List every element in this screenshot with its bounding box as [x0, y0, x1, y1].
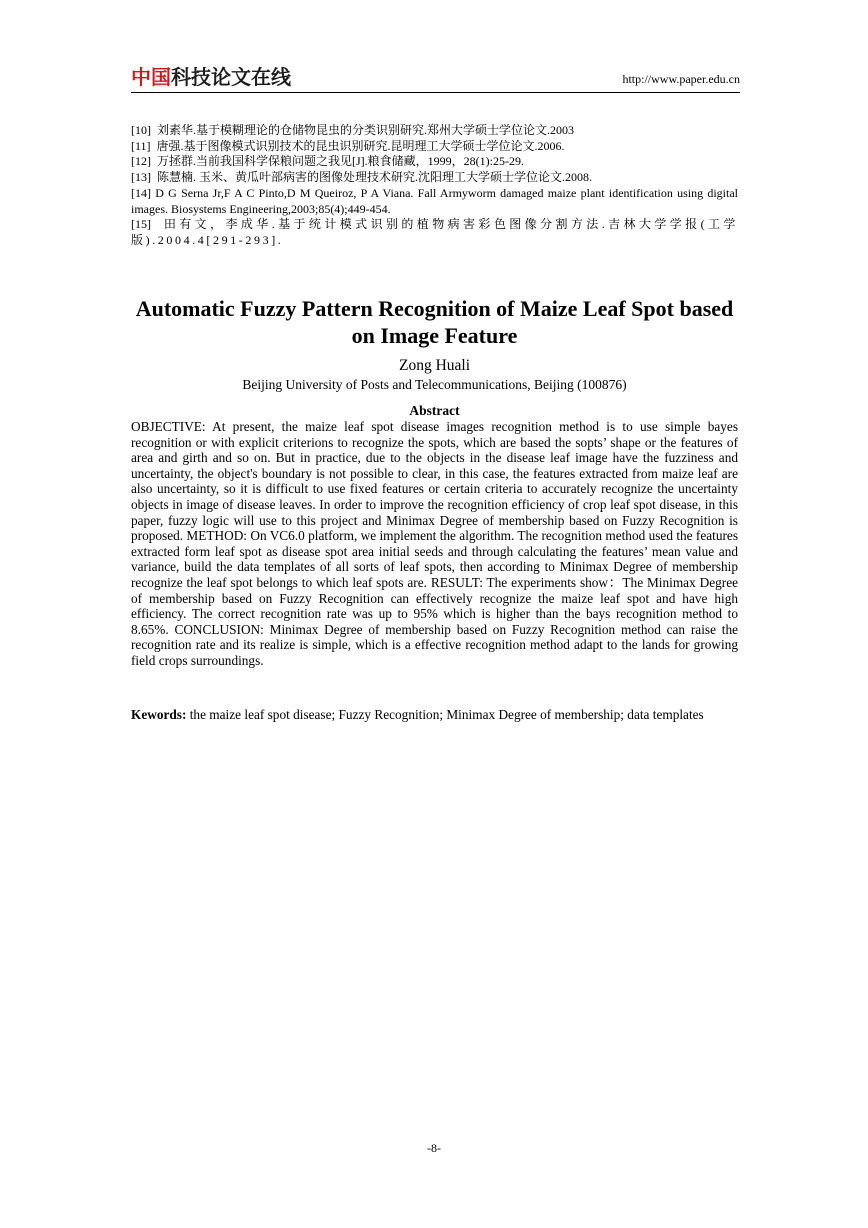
logo-text-dark: 科技论文在线 [171, 65, 291, 89]
reference-text: 唐强.基于图像模式识别技术的昆虫识别研究.昆明理工大学硕士学位论文.2006. [156, 138, 565, 153]
reference-text: 刘素华.基于模糊理论的仓储物昆虫的分类识别研究.郑州大学硕士学位论文.2003 [157, 123, 575, 137]
reference-item [131, 123, 738, 139]
keywords-line [131, 707, 738, 724]
reference-item [131, 139, 738, 155]
reference-text: 陈慧楠. 玉米、黄瓜叶部病害的图像处理技术研究.沈阳理工大学硕士学位论文.2008. [157, 170, 593, 185]
paper-author: Zong Huali [398, 357, 471, 374]
reference-text: 万拯群.当前我国科学保粮问题之我见[J].粮食储藏，1999，28(1):25-29. [157, 154, 524, 169]
paper-title: Automatic Fuzzy Pattern Recognition of Maize Leaf Spot based on Image Feature [135, 296, 734, 348]
reference-item [131, 186, 738, 217]
reference-item [131, 217, 738, 248]
logo-text-red: 中国 [131, 65, 171, 89]
abstract-text: OBJECTIVE: At present, the maize leaf spot disease images recognition method is to use simple bayes recognition or with explicit criterions to recognize the spots, which are based the sopts’ shape or the features of area and girth and so on. But in practice, due to the objects in the disease leaf image have the fuzziness and uncertainty, the object's boundary is not possible to clear, in this case, the features extracted from maize leaf are also uncertainty, so it is difficult to use fixed features or certain criteria to accurately recognize the uncertainty objects in image of disease leaves. In order to improve the recognition efficiency of crop leaf spot disease, in this paper, fuzzy logic will use to this project and Minimax Degree of membership based on Fuzzy Recognition is proposed. METHOD: On VC6.0 platform, we implement the algorithm. The recognition method used the features extracted form leaf spot as disease spot area initial seeds and through calculating the features’ mean value and variance, build the data templates of all sorts of leaf spots, then according to Minimax Degree of membership recognize the leaf spot belongs to which leaf spots are. RESULT: The experiments show：The Minimax Degree of membership based on Fuzzy Recognition can effectively recognize the maize leaf spot and have high efficiency. The correct recognition rate was up to 95% which is higher than the bays recognition method to 8.65%. CONCLUSION: Minimax Degree of membership based on Fuzzy Recognition method can raise the recognition rate and its realize is simple, which is a effective recognition method adapt to the lands for growing field crops surroundings. [131, 419, 738, 668]
reference-list [131, 123, 738, 249]
reference-index: [13] [131, 170, 151, 185]
keywords-text: the maize leaf spot disease; Fuzzy Recognition; Minimax Degree of membership; data templates [189, 707, 704, 722]
author-affiliation: Beijing University of Posts and Telecommunications, Beijing (100876) [242, 377, 627, 392]
journal-logo [131, 66, 291, 88]
abstract-heading: Abstract [409, 403, 460, 418]
header-url[interactable]: http://www.paper.edu.cn [622, 72, 740, 86]
reference-item [131, 170, 738, 186]
reference-index: [15] [131, 217, 151, 232]
reference-text: D G Serna Jr,F A C Pinto,D M Queiroz, P A Viana. Fall Armyworm damaged maize plant identification using digital images. Biosystems Engineering,2003;85(4);449-454. [131, 185, 738, 216]
page-header [131, 66, 740, 93]
page-number: -8- [427, 1141, 441, 1155]
reference-index: [11] [131, 138, 151, 153]
reference-index: [14] [131, 185, 151, 200]
reference-index: [12] [131, 154, 151, 169]
reference-text: 田有文，李成华.基于统计模式识别的植物病害彩色图像分割方法.吉林大学学报(工学版).2004.4[291-293]. [131, 217, 738, 247]
reference-item [131, 154, 738, 170]
reference-index: [10] [131, 123, 151, 137]
keywords-label: Kewords: [131, 707, 187, 722]
